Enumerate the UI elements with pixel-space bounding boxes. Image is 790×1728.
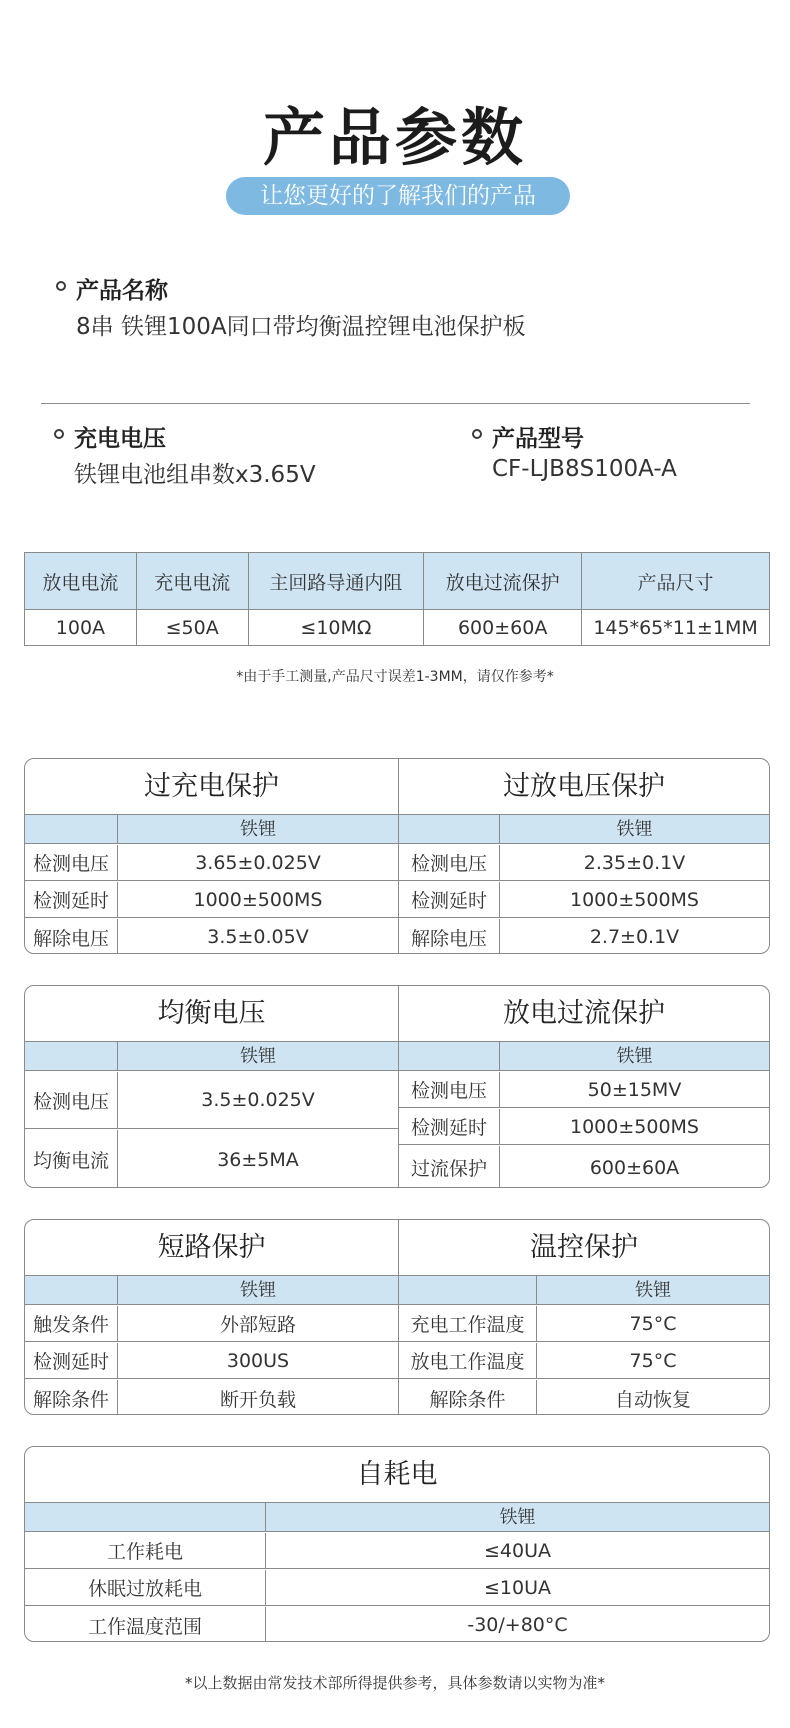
row-label: 检测延时: [410, 1117, 487, 1139]
table-row: [399, 1343, 769, 1379]
divider: [41, 403, 750, 404]
spec-value: 铁锂电池组串数x3.65V: [74, 462, 316, 488]
panel-title: 过放电压保护: [399, 759, 769, 815]
panel-title: 短路保护: [25, 1220, 398, 1276]
spec-value: CF-LJB8S100A-A: [492, 456, 677, 482]
table-row: [25, 882, 398, 918]
row-label: 过流保护: [410, 1158, 487, 1180]
balance-panel: [25, 986, 398, 1187]
table-row: [25, 1380, 398, 1415]
row-value: 300US: [226, 1349, 290, 1372]
protection-box-short-circuit-temperature: [24, 1219, 770, 1415]
row-label: 工作温度范围: [87, 1615, 202, 1638]
table-row: [399, 845, 769, 881]
row-label: 检测电压: [32, 1090, 109, 1113]
table-header-cell: 主回路导通内阻: [248, 553, 424, 610]
table-row: [25, 1570, 769, 1606]
row-label: 触发条件: [32, 1314, 109, 1336]
table-row: [25, 1343, 398, 1379]
table-header-cell: 产品尺寸: [582, 553, 770, 610]
row-label: 工作耗电: [106, 1541, 183, 1563]
row-value: ≤10UA: [483, 1576, 551, 1599]
spec-product-name: [56, 272, 656, 342]
bullet-icon: [472, 429, 482, 439]
spec-label: 产品名称: [76, 278, 168, 304]
spec-label: 产品型号: [492, 426, 584, 452]
row-value: 1000±500MS: [570, 1115, 699, 1138]
table-row: [25, 1533, 769, 1569]
row-value: 2.7±0.1V: [589, 926, 680, 948]
table-row: [399, 882, 769, 918]
table-header-row: [25, 553, 770, 610]
row-value: 75°C: [629, 1312, 677, 1335]
row-label: 解除条件: [429, 1388, 506, 1411]
footer-note: *以上数据由常发技术部所得提供参考，具体参数请以实物为准*: [184, 1674, 605, 1692]
spec-product-model: [472, 420, 772, 490]
table-cell: ≤50A: [136, 610, 248, 646]
discharge-overcurrent-panel: [398, 986, 769, 1187]
table-row: [25, 1072, 398, 1129]
battery-type-label: 铁锂: [240, 819, 276, 840]
battery-type-label: 铁锂: [616, 1046, 653, 1067]
size-note: *由于手工测量,产品尺寸误差1-3MM，请仅作参考*: [236, 669, 554, 685]
row-label: 检测电压: [410, 1080, 487, 1102]
self-consumption-panel: [25, 1447, 769, 1641]
table-row: [25, 1306, 398, 1342]
row-value: 75°C: [629, 1349, 677, 1372]
subtitle-pill: 让您更好的了解我们的产品: [226, 177, 570, 215]
table-row: [25, 845, 398, 881]
panel-subheader: [25, 815, 398, 844]
panel-title: 温控保护: [399, 1220, 769, 1276]
panel-title: 放电过流保护: [399, 986, 769, 1042]
row-label: 解除电压: [410, 927, 487, 950]
row-value: ≤40UA: [483, 1539, 551, 1562]
row-label: 检测延时: [32, 1351, 109, 1373]
table-row: [399, 1306, 769, 1342]
row-label: 解除条件: [32, 1388, 109, 1411]
panel-subheader: [399, 1042, 769, 1071]
table-row: [25, 919, 398, 954]
row-value: 1000±500MS: [193, 888, 323, 911]
table-header-cell: 放电电流: [25, 553, 137, 610]
table-header-cell: 充电电流: [136, 553, 248, 610]
row-label: 检测延时: [410, 890, 487, 912]
battery-type-label: 铁锂: [499, 1507, 536, 1528]
table-row: [25, 1130, 398, 1188]
row-value: 3.65±0.025V: [195, 851, 321, 874]
parameter-table: [24, 552, 770, 646]
table-row: [399, 1109, 769, 1145]
panel-subheader: [399, 815, 769, 844]
table-header-cell: 放电过流保护: [424, 553, 582, 610]
row-value: 50±15MV: [587, 1078, 682, 1101]
self-consumption-box: [24, 1446, 770, 1642]
row-label: 检测电压: [32, 853, 109, 875]
row-label: 检测延时: [32, 890, 109, 912]
table-row: [25, 1607, 769, 1642]
row-value: 2.35±0.1V: [583, 851, 686, 874]
table-row: [399, 1380, 769, 1415]
row-label: 休眠过放耗电: [87, 1578, 202, 1600]
panel-subheader: [399, 1276, 769, 1305]
panel-title: 过充电保护: [25, 759, 398, 815]
row-label: 充电工作温度: [410, 1314, 525, 1336]
row-label: 解除电压: [32, 927, 109, 950]
bullet-icon: [56, 281, 66, 291]
protection-box-overcharge-overdischarge: [24, 758, 770, 954]
row-value: 断开负载: [219, 1388, 296, 1411]
table-row: [25, 610, 770, 646]
row-value: 600±60A: [589, 1156, 680, 1179]
temperature-panel: [398, 1220, 769, 1414]
table-row: [399, 1146, 769, 1188]
row-value: 1000±500MS: [570, 888, 699, 911]
table-cell: 600±60A: [424, 610, 582, 646]
row-label: 放电工作温度: [410, 1351, 525, 1373]
row-value: 自动恢复: [614, 1388, 691, 1411]
overcharge-panel: [25, 759, 398, 953]
table-cell: ≤10MΩ: [248, 610, 424, 646]
battery-type-label: 铁锂: [240, 1280, 276, 1301]
panel-title: 自耗电: [25, 1447, 769, 1503]
battery-type-label: 铁锂: [635, 1280, 671, 1301]
battery-type-label: 铁锂: [240, 1046, 276, 1067]
panel-subheader: [25, 1042, 398, 1071]
spec-charge-voltage: [54, 420, 384, 490]
overdischarge-panel: [398, 759, 769, 953]
row-value: -30/+80°C: [467, 1614, 568, 1636]
row-value: 3.5±0.05V: [207, 926, 309, 948]
table-cell: 145*65*11±1MM: [582, 610, 770, 646]
spec-value: 8串 铁锂100A同口带均衡温控锂电池保护板: [76, 314, 526, 340]
table-row: [399, 1072, 769, 1108]
short-circuit-panel: [25, 1220, 398, 1414]
page-title: 产品参数: [262, 101, 527, 174]
row-label: 均衡电流: [32, 1150, 109, 1172]
panel-subheader: [25, 1276, 398, 1305]
table-cell: 100A: [25, 610, 137, 646]
spec-label: 充电电压: [74, 426, 166, 452]
panel-title: 均衡电压: [25, 986, 398, 1042]
protection-box-balance-overcurrent: [24, 985, 770, 1188]
row-label: 检测电压: [410, 853, 487, 875]
row-value: 外部短路: [219, 1314, 296, 1336]
row-value: 36±5MA: [217, 1148, 299, 1171]
bullet-icon: [54, 429, 64, 439]
panel-subheader: [25, 1503, 769, 1532]
table-row: [399, 919, 769, 954]
battery-type-label: 铁锂: [616, 819, 653, 840]
row-value: 3.5±0.025V: [201, 1089, 315, 1111]
